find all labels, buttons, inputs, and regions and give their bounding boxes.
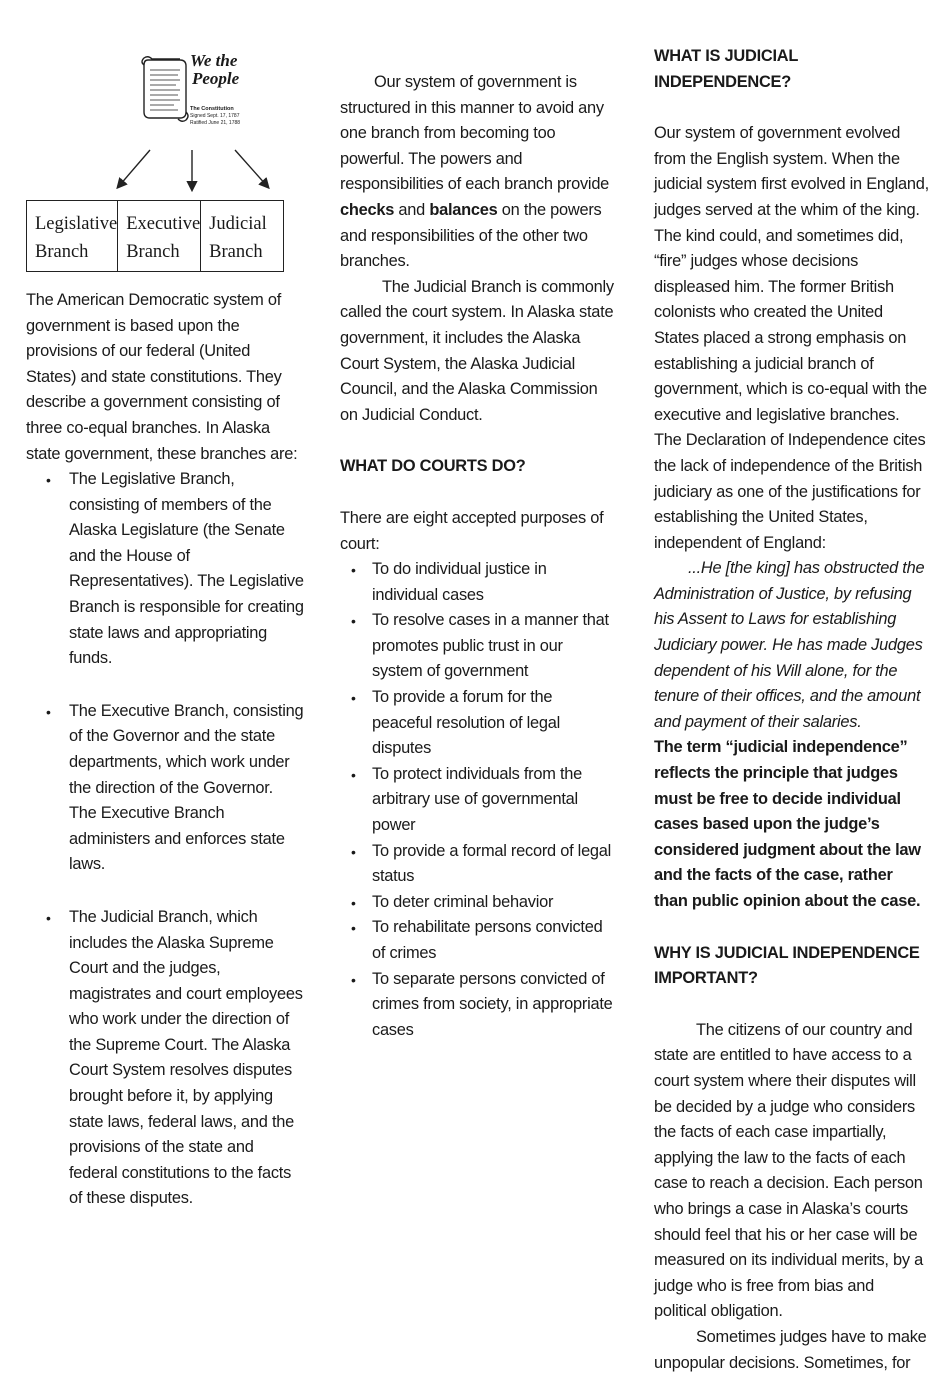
intro-paragraph: The American Democratic system of government is based upon the provisions of our federal (United States) and state constitutions. They describe a government consisting of three co-equal branches. In Alaska state government, these branches are:: [26, 291, 298, 463]
branch-cell-line: Branch: [126, 242, 180, 262]
branch-cell-line: Branch: [35, 242, 89, 262]
structure-paragraph: [340, 70, 615, 275]
logo-script-line2: People: [192, 69, 240, 88]
text-run: and: [394, 200, 430, 219]
branch-cell-line: Judicial: [209, 214, 267, 234]
branch-table: [26, 200, 284, 272]
list-item: • The Executive Branch, consisting of the Governor and the state departments, which work under the direction of the Governor. The Executive Branch administers and enforces state laws.: [26, 699, 304, 878]
importance-paragraph: The citizens of our country and state are entitled to have access to a court system where their disputes will be decided by a judge who considers the facts of each case impartially, applying the law to the facts of each case to reach a decision. Each person who brings a case in Alaska’s courts should feel that his or her case will be measured on its individual merits, by a judge who is free from bias and political obligation.: [654, 1020, 924, 1321]
list-item: • To resolve cases in a manner that promotes public trust in our system of government: [340, 608, 615, 685]
logo-caption-title: The Constitution: [190, 106, 234, 112]
unpopular-decisions-paragraph: Sometimes judges have to make unpopular decisions. Sometimes, for: [654, 1327, 927, 1372]
list-item: • The Judicial Branch, which includes the Alaska Supreme Court and the judges, magistrates and court employees who work under the direction of the Supreme Court. The Alaska Court System resolves disputes brought before it, by applying state laws, federal laws, and the provisions of the state and federal constitutions to the facts of these disputes.: [26, 905, 304, 1212]
branch-cell-line: Branch: [209, 242, 263, 262]
judicial-branch-paragraph: The Judicial Branch is commonly called the court system. In Alaska state government, it includes the Alaska Court System, the Alaska Judicial Council, and the Alaska Commission on Judicial Conduct.: [340, 277, 614, 424]
logo-caption-signed: Signed Sept. 17, 1787: [190, 113, 240, 119]
list-item: • To provide a formal record of legal status: [340, 839, 615, 890]
balances-term: balances: [429, 200, 498, 219]
branch-cell-line: Legislative: [35, 214, 118, 234]
definition-statement: The term “judicial independence” reflects the principle that judges must be free to decide individual cases based upon the judge’s considered judgment about the law and the facts of the case, rather than public opinion about the case.: [654, 738, 921, 910]
list-item: • To rehabilitate persons convicted of crimes: [340, 915, 615, 966]
logo-script-line1: We the: [190, 51, 238, 70]
list-item: • The Legislative Branch, consisting of members of the Alaska Legislature (the Senate and the House of Representatives). The Legislative Branch is responsible for creating state laws and appropriating funds.: [26, 467, 304, 672]
list-item: • To provide a forum for the peaceful resolution of legal disputes: [340, 685, 615, 762]
list-item: • To separate persons convicted of crimes from society, in appropriate cases: [340, 967, 615, 1044]
courts-list-intro: There are eight accepted purposes of court:: [340, 508, 604, 553]
arrow-left: [119, 150, 150, 186]
importance-heading: WHY IS JUDICIAL INDEPENDENCE IMPORTANT?: [654, 943, 920, 988]
checks-term: checks: [340, 200, 395, 219]
history-paragraph: Our system of government evolved from the English system. When the judicial system first evolved in England, judges served at the whim of the king. The kind could, and sometimes did, “fire” judges whose decisions displeased him. The former British colonists who created the United States placed a strong emphasis on establishing a judicial branch of government, which is co-equal with the executive and legislative branches. The Declaration of Independence cites the lack of independence of the British judiciary as one of the justifications for establishing the United States, independent of England:: [654, 124, 929, 552]
list-item: • To deter criminal behavior: [340, 890, 615, 916]
branch-cell-legislative: [27, 201, 118, 271]
text-run: Our system of government is structured in this manner to avoid any one branch from becoming too powerful. The powers and responsibilities of each branch provide: [340, 73, 610, 194]
column-2: [340, 70, 615, 1043]
constitution-logo: [140, 50, 240, 138]
intro-paragraph-block: [26, 288, 304, 467]
text-run: on the powers and responsibilities of the other two branches.: [340, 200, 602, 271]
declaration-quote: ...He [the king] has obstructed the Administration of Justice, by refusing his Assent to Laws for establishing Judiciary power. He has made Judges dependent of his Will alone, for the tenure of their offices, and the amount and payment of their salaries.: [654, 559, 925, 731]
branch-cell-executive: [118, 201, 201, 271]
branch-cell-line: Executive: [126, 214, 201, 234]
arrow-right: [235, 150, 267, 186]
branch-list-block: [26, 467, 304, 1239]
judicial-independence-heading: WHAT IS JUDICIAL INDEPENDENCE?: [654, 47, 798, 91]
list-item: • To protect individuals from the arbitrary use of governmental power: [340, 762, 615, 839]
branch-cell-judicial: [201, 201, 283, 271]
branch-list: [26, 467, 304, 1212]
courts-heading: WHAT DO COURTS DO?: [340, 457, 526, 476]
list-item: • To do individual justice in individual cases: [340, 557, 615, 608]
branch-arrows: [107, 146, 277, 192]
court-purposes-list: [340, 557, 615, 1043]
logo-caption-ratified: Ratified June 21, 1788: [190, 120, 241, 126]
column-3: [654, 44, 929, 1376]
